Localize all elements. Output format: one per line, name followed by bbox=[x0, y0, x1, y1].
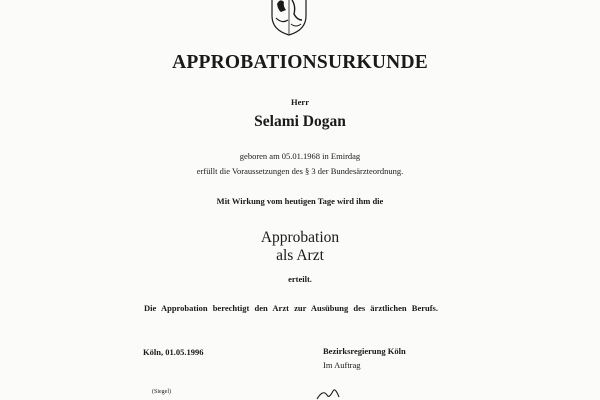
birth-line: geboren am 05.01.1968 in Emirdag bbox=[239, 151, 361, 161]
entitlement-sentence: Die Approbation berechtigt den Arzt zur Ausübung des ärztlichen Berufs. bbox=[144, 303, 438, 313]
approbation-line-2: als Arzt bbox=[276, 247, 324, 264]
issuing-authority: Bezirksregierung Köln bbox=[323, 346, 406, 356]
document-title: APPROBATIONSURKUNDE bbox=[172, 52, 428, 73]
signature-icon bbox=[315, 385, 355, 400]
seal-label: (Siegel) bbox=[152, 389, 171, 395]
approbation-line-1: Approbation bbox=[260, 229, 340, 246]
coat-of-arms-icon bbox=[268, 0, 310, 36]
effect-line: Mit Wirkung vom heutigen Tage wird ihm die bbox=[216, 196, 384, 206]
place-date: Köln, 01.05.1996 bbox=[143, 347, 204, 357]
granted-line: erteilt. bbox=[288, 274, 312, 284]
salutation: Herr bbox=[291, 97, 309, 107]
by-order-line: Im Auftrag bbox=[323, 360, 361, 370]
recipient-name: Selami Dogan bbox=[254, 113, 346, 130]
prerequisite-line: erfüllt die Voraussetzungen des § 3 der Bundesärzteordnung. bbox=[196, 166, 404, 176]
